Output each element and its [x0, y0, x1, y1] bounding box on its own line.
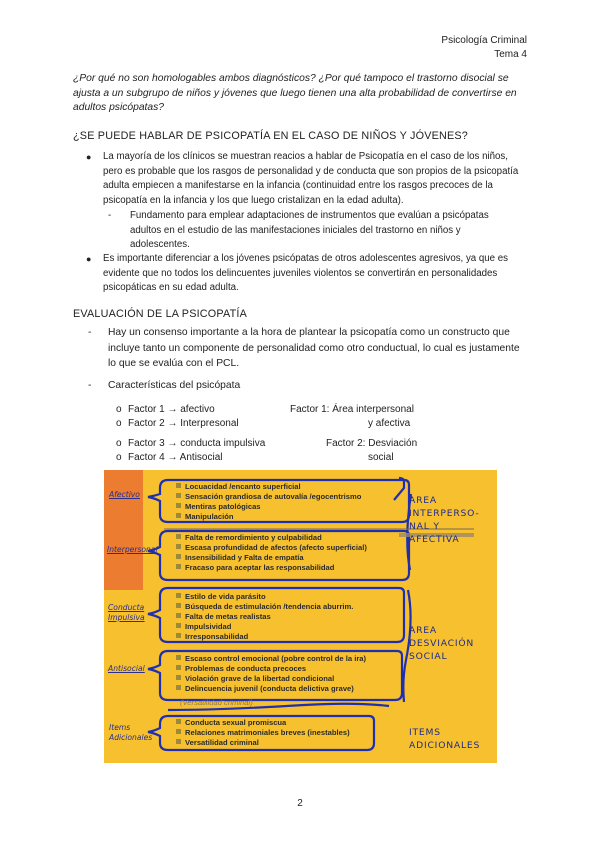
figure-item-text: Falta de metas realistas [185, 612, 271, 621]
area-1-line: AREA [409, 495, 437, 506]
square-bullet-icon [176, 655, 181, 660]
circle-bullet-icon: o [116, 438, 122, 449]
square-bullet-icon [176, 493, 181, 498]
section-heading-evaluation: EVALUACIÓN DE LA PSICOPATÍA [73, 308, 248, 320]
area-label-2 [409, 624, 474, 663]
dash-icon: - [108, 210, 112, 221]
figure-item [176, 563, 334, 573]
figure-item-text: Impulsividad [185, 622, 232, 631]
dash-text: Características del psicópata [108, 380, 241, 391]
square-bullet-icon [176, 564, 181, 569]
square-bullet-icon [176, 739, 181, 744]
group-1-line-1: Factor 1: Área interpersonal [290, 404, 414, 415]
area-3-line: ADICIONALES [409, 740, 481, 751]
area-3-line: ITEMS [409, 727, 441, 738]
factor-3 [116, 437, 265, 450]
figure-item [176, 502, 261, 512]
square-bullet-icon [176, 593, 181, 598]
circle-bullet-icon: o [116, 418, 122, 429]
factor-4-text: Factor 4 → Antisocial [128, 452, 223, 463]
dash-text: Hay un consenso importante a la hora de plantear la psicopatía como un constructo que incluye tanto un componente de personalidad como otro conductual, lo cual es justamente lo que se evalúa con el PCL. [108, 327, 520, 369]
figure-item-text: Búsqueda de estimulación /tendencia aburrim. [185, 602, 354, 611]
figure-item [176, 533, 322, 543]
figure-item [176, 602, 353, 612]
square-bullet-icon [176, 603, 181, 608]
group-2-line-2: social [368, 452, 394, 463]
figure-item-text: Relaciones matrimoniales breves (inestables) [185, 728, 350, 737]
figure-item-text: Delincuencia juvenil (conducta delictiva grave) [185, 684, 354, 693]
area-label-1 [409, 494, 480, 546]
figure-item [176, 718, 286, 728]
figure-item-text: Insensibilidad y Falta de empatía [185, 553, 304, 562]
factor-1-text: Factor 1 → afectivo [128, 404, 215, 415]
label-antisocial: Antisocial [108, 664, 145, 673]
factor-3-text: Factor 3 → conducta impulsiva [128, 438, 266, 449]
figure-item [176, 622, 231, 632]
square-bullet-icon [176, 719, 181, 724]
square-bullet-icon [176, 685, 181, 690]
figure-item-text: Escasa profundidad de afectos (afecto superficial) [185, 543, 367, 552]
figure-item [176, 612, 271, 622]
square-bullet-icon [176, 513, 181, 518]
figure-item-text: Conducta sexual promiscua [185, 718, 287, 727]
label-items-1: Items [109, 723, 131, 732]
figure-item [176, 738, 259, 748]
dash-icon: - [88, 380, 92, 391]
figure-item [176, 592, 266, 602]
circle-bullet-icon: o [116, 452, 122, 463]
figure-item [176, 543, 367, 553]
area-1-line: NAL Y [409, 521, 440, 532]
connector-line [394, 478, 404, 500]
figure-item-text: Violación grave de la libertad condicional [185, 674, 335, 683]
figure-item [176, 728, 350, 738]
area-label-3 [409, 726, 480, 752]
figure-item [176, 632, 248, 642]
figure-item-text: Mentiras patológicas [185, 502, 261, 511]
figure-item-text: Locuacidad /encanto superficial [185, 482, 301, 491]
figure-item [176, 654, 366, 664]
dash-icon: - [88, 327, 92, 338]
bullet-dot-icon: ● [86, 254, 92, 264]
square-bullet-icon [176, 503, 181, 508]
figure-item [176, 492, 361, 502]
header-topic: Tema 4 [494, 49, 527, 60]
figure-item [176, 664, 306, 674]
page-header [441, 34, 527, 62]
factor-2 [116, 417, 239, 430]
area-2-line: SOCIAL [409, 651, 448, 662]
figure-item-text: Manipulación [185, 512, 234, 521]
figure-item-text: Fracaso para aceptar las responsabilidad [185, 563, 335, 572]
group-1-line-2: y afectiva [368, 418, 411, 429]
section-heading-children: ¿SE PUEDE HABLAR DE PSICOPATÍA EN EL CASO DE NIÑOS Y JÓVENES? [73, 130, 469, 142]
square-bullet-icon [176, 729, 181, 734]
label-conducta-2: Impulsiva [108, 613, 145, 622]
area-2-line: DESVIACIÓN [409, 638, 475, 649]
intro-question: ¿Por qué no son homologables ambos diagnósticos? ¿Por qué tampoco el trastorno disocial se ajusta a un subgrupo de niños y jóvenes que luego tienen una alta probabilidad de convertirse en adultos psicópatas? [73, 73, 517, 113]
label-afectivo: Afectivo [109, 490, 140, 499]
figure-item-text: Problemas de conducta precoces [185, 664, 307, 673]
figure-item [176, 674, 334, 684]
bullet-dot-icon: ● [86, 152, 92, 162]
area-1-line: AFECTIVA [409, 534, 460, 545]
figure-item-faint: (Versatilidad criminal) [180, 698, 253, 707]
square-bullet-icon [176, 633, 181, 638]
figure-item-text: Estilo de vida parásito [185, 592, 266, 601]
sub-bullet-text: Fundamento para emplear adaptaciones de instrumentos que evalúan a psicópatas adultos en el estudio de las manifestaciones iniciales del trastorno en niños y adolescentes. [130, 210, 489, 251]
label-items-2: Adicionales [109, 733, 153, 742]
header-subject: Psicología Criminal [441, 35, 527, 46]
figure-item-text: Sensación grandiosa de autovalía /egocentrismo [185, 492, 362, 501]
factor-4 [116, 451, 222, 464]
square-bullet-icon [176, 483, 181, 488]
label-interpersonal: Interpersonal [107, 545, 158, 554]
figure-item [176, 684, 354, 694]
group-2-line-1: Factor 2: Desviación [326, 438, 418, 449]
figure-item-text: Escaso control emocional (pobre control de la ira) [185, 654, 367, 663]
figure-item [176, 553, 304, 563]
figure-item [176, 512, 234, 522]
area-2-line: AREA [409, 625, 437, 636]
bullet-text: La mayoría de los clínicos se muestran reacios a hablar de Psicopatía en el caso de los niños, pero es probable que los rasgos de personalidad y de conducta que son propios de la psicopatía adulta empiecen a manifestarse en la infancia (continuidad entre los rasgos precoces de la psicopatía en la infancia y los que luego cristalizan en la edad adulta). [103, 151, 519, 206]
factor-2-text: Factor 2 → Interpresonal [128, 418, 239, 429]
square-bullet-icon [176, 675, 181, 680]
square-bullet-icon [176, 554, 181, 559]
bullet-text: Es importante diferenciar a los jóvenes psicópatas de otros adolescentes agresivos, ya que es evidente que no todos los delincuentes juveniles violentos se convertirán en personalidades psicopáticas en su edad adulta. [103, 253, 508, 294]
square-bullet-icon [176, 665, 181, 670]
square-bullet-icon [176, 534, 181, 539]
page-number: 2 [297, 798, 303, 809]
factor-1 [116, 403, 215, 416]
square-bullet-icon [176, 613, 181, 618]
figure-item-text: Irresponsabilidad [185, 632, 249, 641]
circle-bullet-icon: o [116, 404, 122, 415]
square-bullet-icon [176, 544, 181, 549]
figure-item-text: Versatilidad criminal [185, 738, 259, 747]
figure-item [176, 482, 301, 492]
label-conducta-1: Conducta [108, 603, 145, 612]
psychopathy-factors-figure [104, 470, 497, 763]
area-1-line: INTERPERSO- [409, 508, 480, 519]
square-bullet-icon [176, 623, 181, 628]
figure-item-text: Falta de remordimiento y culpabilidad [185, 533, 322, 542]
